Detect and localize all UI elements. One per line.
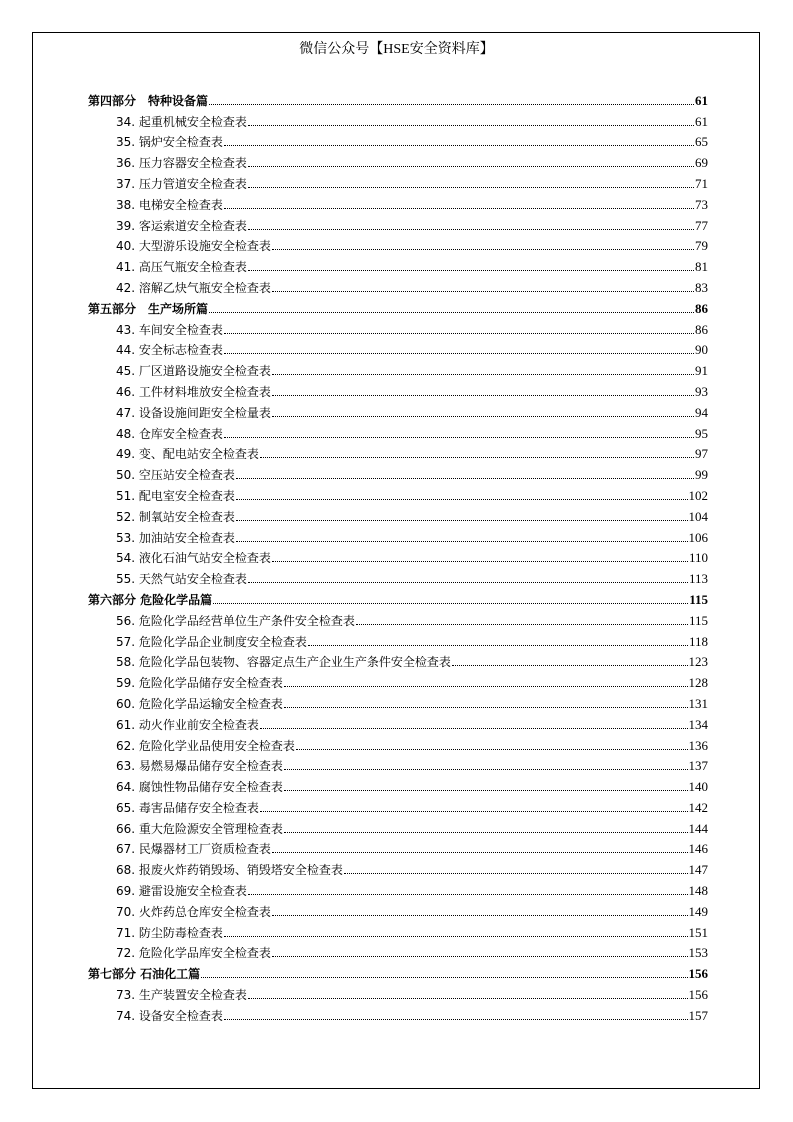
toc-page-number: 147	[688, 862, 708, 878]
page-header: 微信公众号【HSE安全资料库】	[299, 42, 494, 57]
toc-page-number: 79	[695, 238, 708, 254]
toc-label: 57. 危险化学品企业制度安全检查表	[116, 634, 307, 649]
toc-entry[interactable]	[88, 753, 708, 774]
dot-leader	[224, 1019, 688, 1020]
toc-page-number: 86	[695, 321, 708, 337]
toc-entry[interactable]	[88, 773, 708, 794]
toc-entry[interactable]	[88, 441, 708, 462]
toc-page-number: 156	[688, 987, 708, 1003]
dot-leader	[260, 728, 688, 729]
dot-leader	[284, 686, 688, 687]
toc-label: 43. 车间安全检查表	[116, 322, 223, 337]
toc-label: 38. 电梯安全检查表	[116, 197, 223, 212]
toc-entry[interactable]	[88, 461, 708, 482]
toc-page-number: 106	[688, 529, 708, 545]
dot-leader	[284, 790, 688, 791]
toc-label: 69. 避雷设施安全检查表	[116, 884, 247, 899]
toc-entry[interactable]	[88, 212, 708, 233]
toc-label: 第四部分 特种设备篇	[88, 93, 209, 108]
toc-label: 第六部分 危险化学品篇	[88, 592, 213, 607]
dot-leader	[284, 707, 688, 708]
toc-page-number: 91	[695, 363, 708, 379]
dot-leader	[272, 915, 688, 916]
dot-leader	[248, 125, 694, 126]
table-of-contents	[88, 87, 708, 1023]
toc-label: 72. 危险化学品库安全检查表	[116, 946, 271, 961]
toc-entry[interactable]	[88, 357, 708, 378]
dot-leader	[260, 811, 688, 812]
toc-page-number: 151	[688, 924, 708, 940]
toc-entry[interactable]	[88, 503, 708, 524]
toc-page-number: 157	[688, 1007, 708, 1023]
dot-leader	[248, 998, 688, 999]
toc-page-number: 65	[695, 134, 708, 150]
dot-leader	[209, 104, 694, 105]
toc-entry[interactable]	[88, 794, 708, 815]
toc-page-number: 71	[695, 175, 708, 191]
toc-label: 49. 变、配电站安全检查表	[116, 447, 259, 462]
toc-label: 59. 危险化学品储存安全检查表	[116, 676, 283, 691]
toc-entry[interactable]	[88, 129, 708, 150]
toc-page-number: 61	[695, 113, 708, 129]
toc-entry[interactable]	[88, 628, 708, 649]
toc-entry[interactable]	[88, 337, 708, 358]
toc-page-number: 97	[695, 446, 708, 462]
toc-label: 36. 压力容器安全检查表	[116, 156, 247, 171]
toc-page-number: 77	[695, 217, 708, 233]
toc-section[interactable]	[88, 87, 708, 108]
toc-entry[interactable]	[88, 898, 708, 919]
toc-label: 53. 加油站安全检查表	[116, 530, 235, 545]
dot-leader	[272, 416, 694, 417]
toc-label: 第五部分 生产场所篇	[88, 301, 209, 316]
toc-label: 60. 危险化学品运输安全检查表	[116, 696, 283, 711]
toc-page-number: 156	[688, 966, 708, 982]
toc-entry[interactable]	[88, 108, 708, 129]
toc-label: 61. 动火作业前安全检查表	[116, 717, 259, 732]
toc-page-number: 95	[695, 425, 708, 441]
toc-label: 45. 厂区道路设施安全检查表	[116, 364, 271, 379]
toc-section[interactable]	[88, 960, 708, 981]
dot-leader	[284, 769, 688, 770]
toc-label: 58. 危险化学品包装物、容器定点生产企业生产条件安全检查表	[116, 655, 451, 670]
dot-leader	[248, 894, 688, 895]
dot-leader	[248, 166, 694, 167]
dot-leader	[308, 645, 688, 646]
dot-leader	[272, 561, 688, 562]
dot-leader	[224, 208, 694, 209]
toc-page-number: 73	[695, 196, 708, 212]
toc-page-number: 118	[688, 633, 708, 649]
toc-label: 48. 仓库安全检查表	[116, 426, 223, 441]
toc-label: 46. 工件材料堆放安全检查表	[116, 384, 271, 399]
toc-label: 44. 安全标志检查表	[116, 343, 223, 358]
dot-leader	[248, 270, 694, 271]
toc-page-number: 123	[688, 654, 708, 670]
dot-leader	[248, 229, 694, 230]
toc-page-number: 99	[695, 467, 708, 483]
toc-page-number: 115	[688, 612, 708, 628]
toc-entry[interactable]	[88, 940, 708, 961]
toc-label: 40. 大型游乐设施安全检查表	[116, 239, 271, 254]
toc-page-number: 113	[688, 571, 708, 587]
toc-entry[interactable]	[88, 233, 708, 254]
dot-leader	[209, 312, 694, 313]
toc-label: 51. 配电室安全检查表	[116, 488, 235, 503]
toc-label: 第七部分 石油化工篇	[88, 967, 201, 982]
toc-page-number: 81	[695, 259, 708, 275]
dot-leader	[272, 291, 694, 292]
toc-label: 35. 锅炉安全检查表	[116, 135, 223, 150]
toc-entry[interactable]	[88, 856, 708, 877]
dot-leader	[248, 187, 694, 188]
toc-entry[interactable]	[88, 981, 708, 1002]
dot-leader	[236, 478, 694, 479]
toc-entry[interactable]	[88, 565, 708, 586]
toc-page-number: 93	[695, 383, 708, 399]
dot-leader	[224, 936, 688, 937]
toc-entry[interactable]	[88, 545, 708, 566]
dot-leader	[272, 374, 694, 375]
toc-page-number: 146	[688, 841, 708, 857]
toc-label: 56. 危险化学品经营单位生产条件安全检查表	[116, 613, 355, 628]
dot-leader	[284, 832, 688, 833]
dot-leader	[356, 624, 688, 625]
toc-page-number: 86	[695, 300, 708, 316]
toc-entry[interactable]	[88, 836, 708, 857]
dot-leader	[272, 852, 688, 853]
toc-label: 68. 报废火炸药销毁场、销毁塔安全检查表	[116, 863, 343, 878]
toc-label: 66. 重大危险源安全管理检查表	[116, 821, 283, 836]
toc-page-number: 140	[688, 779, 708, 795]
dot-leader	[248, 582, 688, 583]
toc-page-number: 104	[688, 508, 708, 524]
toc-page-number: 153	[688, 945, 708, 961]
toc-label: 42. 溶解乙炔气瓶安全检查表	[116, 280, 271, 295]
dot-leader	[236, 499, 688, 500]
toc-label: 34. 起重机械安全检查表	[116, 114, 247, 129]
toc-entry[interactable]	[88, 607, 708, 628]
dot-leader	[201, 977, 687, 978]
toc-label: 39. 客运索道安全检查表	[116, 218, 247, 233]
toc-page-number: 128	[688, 675, 708, 691]
toc-entry[interactable]	[88, 524, 708, 545]
toc-label: 73. 生产装置安全检查表	[116, 988, 247, 1003]
toc-label: 71. 防尘防毒检查表	[116, 925, 223, 940]
toc-entry[interactable]	[88, 732, 708, 753]
toc-entry[interactable]	[88, 919, 708, 940]
dot-leader	[272, 956, 688, 957]
toc-label: 47. 设备设施间距安全检量表	[116, 405, 271, 420]
dot-leader	[260, 457, 694, 458]
toc-page-number: 136	[688, 737, 708, 753]
toc-label: 52. 制氧站安全检查表	[116, 509, 235, 524]
dot-leader	[272, 249, 694, 250]
toc-entry[interactable]	[88, 482, 708, 503]
toc-page-number: 115	[689, 591, 708, 607]
toc-entry[interactable]	[88, 649, 708, 670]
toc-entry[interactable]	[88, 378, 708, 399]
dot-leader	[296, 749, 688, 750]
toc-entry[interactable]	[88, 669, 708, 690]
toc-entry[interactable]	[88, 420, 708, 441]
toc-entry[interactable]	[88, 815, 708, 836]
toc-label: 55. 天然气站安全检查表	[116, 572, 247, 587]
dot-leader	[213, 603, 688, 604]
dot-leader	[224, 353, 694, 354]
toc-page-number: 144	[688, 820, 708, 836]
toc-entry[interactable]	[88, 690, 708, 711]
toc-page-number: 148	[688, 883, 708, 899]
toc-entry[interactable]	[88, 711, 708, 732]
toc-page-number: 94	[695, 404, 708, 420]
toc-section[interactable]	[88, 586, 708, 607]
toc-label: 65. 毒害品储存安全检查表	[116, 800, 259, 815]
toc-label: 37. 压力管道安全检查表	[116, 176, 247, 191]
toc-label: 50. 空压站安全检查表	[116, 468, 235, 483]
toc-label: 64. 腐蚀性物品储存安全检查表	[116, 780, 283, 795]
dot-leader	[236, 520, 688, 521]
dot-leader	[344, 873, 688, 874]
toc-page-number: 83	[695, 279, 708, 295]
toc-entry[interactable]	[88, 399, 708, 420]
toc-label: 70. 火炸药总仓库安全检查表	[116, 904, 271, 919]
toc-page-number: 69	[695, 155, 708, 171]
toc-label: 62. 危险化学业品使用安全检查表	[116, 738, 295, 753]
toc-entry[interactable]	[88, 316, 708, 337]
toc-page-number: 137	[688, 758, 708, 774]
toc-entry[interactable]	[88, 253, 708, 274]
dot-leader	[452, 665, 688, 666]
toc-page-number: 90	[695, 342, 708, 358]
toc-section[interactable]	[88, 295, 708, 316]
toc-label: 63. 易燃易爆品储存安全检查表	[116, 759, 283, 774]
toc-page-number: 102	[688, 487, 708, 503]
toc-entry[interactable]	[88, 191, 708, 212]
toc-entry[interactable]	[88, 877, 708, 898]
dot-leader	[236, 541, 688, 542]
toc-label: 74. 设备安全检查表	[116, 1008, 223, 1023]
toc-page-number: 61	[695, 92, 708, 108]
dot-leader	[224, 333, 694, 334]
toc-entry[interactable]	[88, 274, 708, 295]
toc-label: 54. 液化石油气站安全检查表	[116, 551, 271, 566]
dot-leader	[224, 145, 694, 146]
toc-page-number: 110	[688, 550, 708, 566]
toc-entry[interactable]	[88, 170, 708, 191]
toc-page-number: 149	[688, 903, 708, 919]
toc-page-number: 142	[688, 799, 708, 815]
dot-leader	[224, 437, 694, 438]
toc-page-number: 131	[688, 695, 708, 711]
toc-entry[interactable]	[88, 149, 708, 170]
toc-label: 67. 民爆器材工厂资质检查表	[116, 842, 271, 857]
toc-page-number: 134	[688, 716, 708, 732]
dot-leader	[272, 395, 694, 396]
toc-label: 41. 高压气瓶安全检查表	[116, 260, 247, 275]
toc-entry[interactable]	[88, 1002, 708, 1023]
